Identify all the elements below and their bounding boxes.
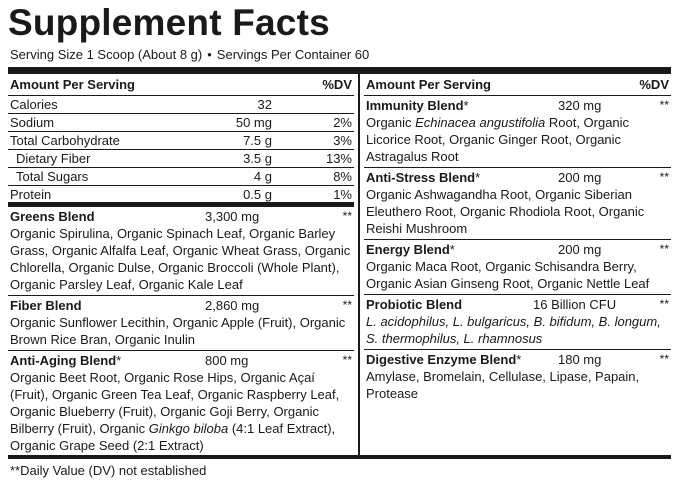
nutrient-name: Dietary Fiber: [16, 151, 91, 166]
blend-ingredients: Organic Ashwagandha Root, Organic Siberian Eleuthero Root, Organic Rhodiola Root, Organic Reishi Mushroom: [366, 187, 645, 236]
nutrient-dv: 8%: [333, 169, 352, 184]
nutrient-row: [8, 114, 354, 132]
blend-name: Anti-Stress Blend*: [366, 170, 481, 185]
blend-name: Greens Blend: [10, 209, 95, 224]
nutrient-row: [8, 168, 354, 186]
nutrient-row: [8, 96, 354, 114]
nutrient-amount: 50 mg: [235, 115, 272, 130]
nutrient-name: Calories: [10, 97, 58, 112]
servings-per-container: Servings Per Container 60: [216, 47, 370, 62]
blend-name: Digestive Enzyme Blend*: [366, 352, 522, 367]
blend-amount: 320 mg: [558, 98, 602, 113]
right-column: [364, 74, 671, 404]
blend-greens: [8, 207, 354, 296]
blend-dv: **: [342, 353, 352, 367]
blend-dv: **: [659, 297, 669, 311]
blend-amount: 200 mg: [558, 170, 602, 185]
panel-title: Supplement Facts: [8, 2, 330, 43]
nutrient-amount: 32: [257, 97, 272, 112]
serving-separator: •: [207, 47, 212, 62]
blend-energy: [364, 240, 671, 295]
nutrient-amount: 7.5 g: [243, 133, 272, 148]
blend-ingredients: Amylase, Bromelain, Cellulase, Lipase, Papain, Protease: [366, 369, 640, 401]
blend-dv: **: [659, 242, 669, 256]
left-column: [8, 74, 354, 456]
serving-size: Serving Size 1 Scoop (About 8 g): [10, 47, 203, 62]
blend-ingredients: Organic Echinacea angustifolia Root, Organic Licorice Root, Organic Ginger Root, Organic Astragalus Root: [366, 115, 630, 164]
blend-ingredients: Organic Sunflower Lecithin, Organic Apple (Fruit), Organic Brown Rice Bran, Organic Inulin: [10, 315, 346, 347]
nutrient-amount: 3.5 g: [243, 151, 272, 166]
nutrient-dv: 2%: [333, 115, 352, 130]
blend-anti-aging: [8, 351, 354, 456]
nutrient-row: [8, 132, 354, 150]
nutrient-row: [8, 150, 354, 168]
blend-dv: **: [342, 298, 352, 312]
blend-digestive-enzyme: [364, 350, 671, 404]
nutrient-dv: 3%: [333, 133, 352, 148]
blend-fiber: [8, 296, 354, 351]
blend-ingredients: Organic Spirulina, Organic Spinach Leaf, Organic Barley Grass, Organic Alfalfa Leaf, Organic Wheat Grass, Organic Chlorella, Organic Dulse, Organic Broccoli (Whole Plant), Organic Parsley Leaf, Organic Kale Leaf: [10, 226, 351, 292]
blend-name: Anti-Aging Blend*: [10, 353, 122, 368]
blend-amount: 180 mg: [558, 352, 602, 367]
blend-name: Immunity Blend*: [366, 98, 469, 113]
blend-amount: 800 mg: [205, 353, 249, 368]
bottom-rule: [8, 455, 671, 459]
blend-dv: **: [659, 352, 669, 366]
blend-name: Fiber Blend: [10, 298, 82, 313]
amount-per-serving-label: Amount Per Serving: [366, 77, 491, 92]
column-divider: [358, 74, 360, 456]
nutrient-name: Sodium: [10, 115, 55, 130]
serving-info: [10, 47, 369, 63]
blend-ingredients: Organic Beet Root, Organic Rose Hips, Organic Açaí (Fruit), Organic Green Tea Leaf, Organic Raspberry Leaf, Organic Blueberry (Fruit), Organic Goji Berry, Organic Bilberry (Fruit), Organic Ginkgo biloba (4:1 Leaf Extract), Organic Grape Seed (2:1 Extract): [10, 370, 340, 453]
blend-amount: 3,300 mg: [205, 209, 260, 224]
nutrient-name: Total Sugars: [16, 169, 89, 184]
blend-amount: 200 mg: [558, 242, 602, 257]
nutrient-amount: 0.5 g: [243, 187, 272, 202]
blend-name: Probiotic Blend: [366, 297, 463, 312]
blend-ingredients: Organic Maca Root, Organic Schisandra Berry, Organic Asian Ginseng Root, Organic Nettle Leaf: [366, 259, 650, 291]
blend-dv: **: [659, 170, 669, 184]
blend-dv: **: [342, 209, 352, 223]
nutrient-name: Protein: [10, 187, 52, 202]
nutrient-amount: 4 g: [253, 169, 272, 184]
blend-dv: **: [659, 98, 669, 112]
blend-amount: 16 Billion CFU: [533, 297, 617, 312]
dv-label: %DV: [639, 77, 669, 92]
blend-name: Energy Blend*: [366, 242, 455, 257]
right-header: [364, 74, 671, 96]
blend-amount: 2,860 mg: [205, 298, 260, 313]
blend-anti-stress: [364, 168, 671, 240]
nutrient-dv: 13%: [325, 151, 352, 166]
footnote: **Daily Value (DV) not established: [10, 463, 207, 478]
dv-label: %DV: [322, 77, 352, 92]
top-rule: [8, 67, 671, 74]
blend-immunity: [364, 96, 671, 168]
blend-ingredients: L. acidophilus, L. bulgaricus, B. bifidum, B. longum, S. thermophilus, L. rhamnosus: [366, 314, 661, 346]
nutrient-name: Total Carbohydrate: [10, 133, 120, 148]
left-header: [8, 74, 354, 96]
nutrient-dv: 1%: [333, 187, 352, 202]
blend-probiotic: [364, 295, 671, 350]
amount-per-serving-label: Amount Per Serving: [10, 77, 135, 92]
nutrient-row: [8, 186, 354, 207]
